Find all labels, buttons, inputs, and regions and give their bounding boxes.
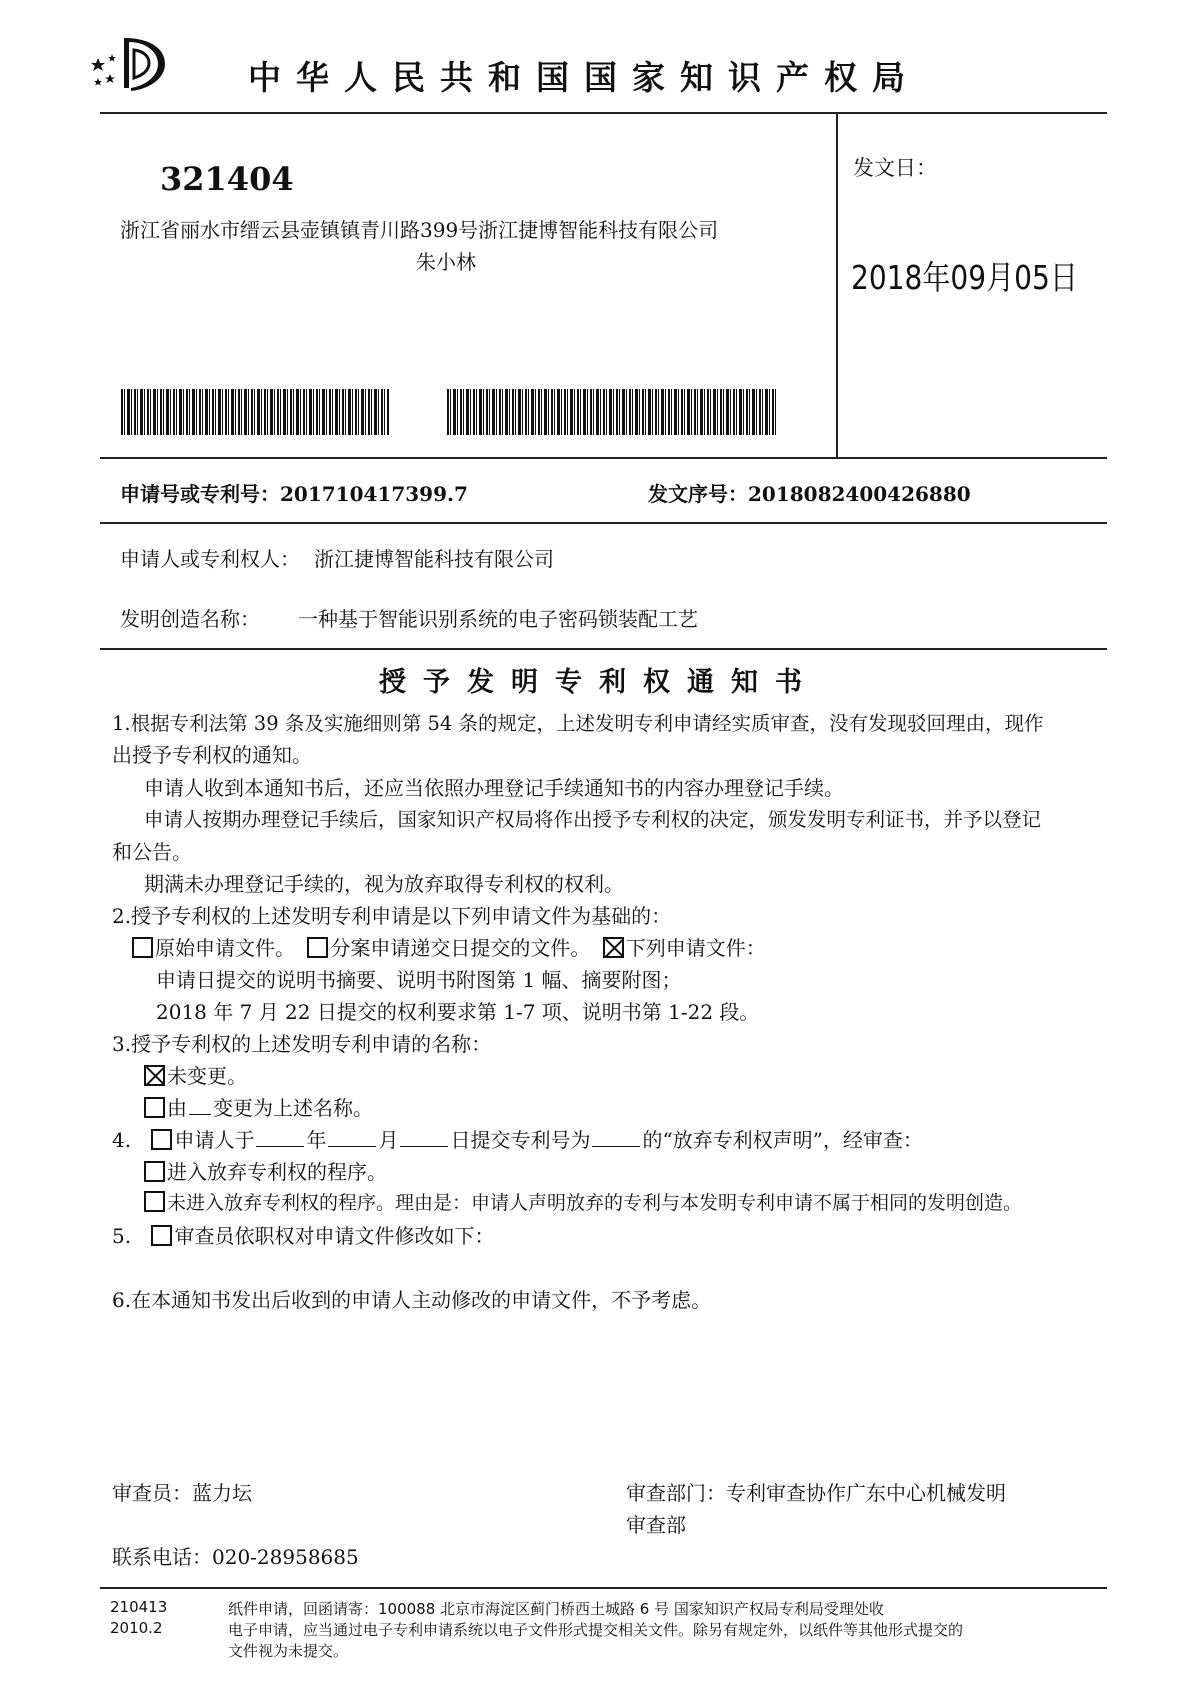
para-5-number: 5. bbox=[112, 1224, 132, 1248]
option-name-changed-a: 由 bbox=[167, 1096, 187, 1120]
checkbox-name-changed[interactable] bbox=[144, 1097, 165, 1118]
meta-rule bbox=[100, 522, 1107, 524]
footer-rule bbox=[100, 1587, 1107, 1589]
para-6: 6.在本通知书发出后收到的申请人主动修改的申请文件，不予考虑。 bbox=[112, 1288, 712, 1312]
option-name-changed-b: 变更为上述名称。 bbox=[213, 1096, 373, 1120]
serial-number: 2018082400426880 bbox=[748, 482, 971, 506]
option-enter-abandonment: 进入放弃专利权的程序。 bbox=[167, 1160, 387, 1184]
para-4-b: 日提交专利号为 bbox=[450, 1128, 591, 1152]
serial-number-row bbox=[648, 478, 971, 507]
application-number-label: 申请号或专利号： bbox=[120, 482, 280, 506]
para-4-number: 4. bbox=[112, 1128, 132, 1152]
para-4 bbox=[112, 1124, 923, 1153]
examiner-label: 审查员： bbox=[112, 1481, 192, 1505]
department-line-2: 审查部 bbox=[626, 1513, 686, 1537]
para-4-option-1 bbox=[144, 1156, 387, 1185]
checkbox-abandonment[interactable] bbox=[151, 1129, 172, 1150]
applicant-label: 申请人或专利权人： bbox=[120, 547, 300, 571]
footer-note-2: 电子申请，应当通过电子专利申请系统以电子文件形式提交相关文件。除另有规定外，以纸件等其他形式提交的 bbox=[228, 1621, 964, 1639]
para-5 bbox=[112, 1220, 494, 1249]
checkbox-original-files[interactable] bbox=[132, 937, 153, 958]
form-date: 2010.2 bbox=[110, 1619, 163, 1637]
department-row bbox=[626, 1477, 1006, 1506]
body-rule bbox=[100, 648, 1107, 650]
recipient-address: 浙江省丽水市缙云县壶镇镇青川路399号浙江捷博智能科技有限公司 bbox=[120, 218, 719, 242]
applicant-name: 浙江捷博智能科技有限公司 bbox=[314, 547, 554, 571]
phone-number: 020-28958685 bbox=[212, 1545, 359, 1569]
notice-title: 授予发明专利权通知书 bbox=[379, 667, 819, 698]
application-number: 201710417399.7 bbox=[280, 482, 468, 506]
phone-row bbox=[112, 1541, 359, 1570]
invention-title: 一种基于智能识别系统的电子密码锁装配工艺 bbox=[298, 607, 698, 631]
para-4-c: 的“放弃专利权声明”，经审查： bbox=[642, 1128, 923, 1152]
blank-original-name bbox=[189, 1098, 211, 1115]
para-1-b-line-2: 和公告。 bbox=[112, 840, 192, 864]
serial-number-label: 发文序号： bbox=[648, 482, 748, 506]
cnipa-logo bbox=[88, 30, 168, 92]
para-3-option-changed bbox=[144, 1092, 373, 1121]
checkbox-enter-abandonment[interactable] bbox=[144, 1161, 165, 1182]
para-5-text: 审查员依职权对申请文件修改如下： bbox=[174, 1224, 495, 1248]
footer-note-1: 纸件申请，回函请寄：100088 北京市海淀区蓟门桥西土城路 6 号 国家知识产权局专利局受理处收 bbox=[228, 1600, 884, 1618]
invention-label: 发明创造名称： bbox=[120, 607, 260, 631]
para-1-c: 期满未办理登记手续的，视为放弃取得专利权的权利。 bbox=[144, 872, 624, 896]
checkbox-following-files[interactable] bbox=[603, 937, 624, 958]
para-1-a: 申请人收到本通知书后，还应当依照办理登记手续通知书的内容办理登记手续。 bbox=[144, 776, 844, 800]
footer-note-3: 文件视为未提交。 bbox=[228, 1642, 349, 1660]
header-rule bbox=[100, 112, 1107, 114]
invention-row bbox=[120, 603, 698, 632]
department-line-1: 专利审查协作广东中心机械发明 bbox=[726, 1481, 1006, 1505]
checkbox-name-unchanged[interactable] bbox=[144, 1065, 165, 1086]
blank-day bbox=[400, 1130, 448, 1147]
file-list-item-2: 2018 年 7 月 22 日提交的权利要求第 1-7 项、说明书第 1-22 段。 bbox=[156, 1000, 760, 1024]
blank-patent-number bbox=[592, 1130, 640, 1147]
agency-title: 中华人民共和国国家知识产权局 bbox=[248, 58, 920, 97]
postcode: 321404 bbox=[160, 160, 294, 198]
recipient-name: 朱小林 bbox=[416, 250, 476, 274]
application-number-row bbox=[120, 478, 468, 507]
para-3-option-unchanged bbox=[144, 1060, 247, 1089]
option-name-unchanged: 未变更。 bbox=[167, 1064, 247, 1088]
barcode-left bbox=[121, 389, 389, 435]
option-divisional-files: 分案申请递交日提交的文件。 bbox=[330, 936, 591, 960]
address-rule bbox=[100, 457, 1107, 459]
para-3: 3.授予专利权的上述发明专利申请的名称： bbox=[112, 1032, 492, 1056]
option-following-files: 下列申请文件： bbox=[625, 936, 766, 960]
para-1-line-2: 出授予专利权的通知。 bbox=[112, 743, 312, 767]
file-list-item-1: 申请日提交的说明书摘要、说明书附图第 1 幅、摘要附图； bbox=[156, 968, 682, 992]
checkbox-not-enter-abandonment[interactable] bbox=[144, 1191, 165, 1212]
examiner-row bbox=[112, 1477, 252, 1506]
para-1-line-1: 1.根据专利法第 39 条及实施细则第 54 条的规定，上述发明专利申请经实质审查，没有发现驳回理由，现作 bbox=[112, 712, 1044, 735]
blank-year bbox=[256, 1130, 304, 1147]
barcode-right bbox=[447, 389, 777, 435]
para-1-b-line-1: 申请人按期办理登记手续后，国家知识产权局将作出授予专利权的决定，颁发发明专利证书，并予以登记 bbox=[144, 808, 1042, 831]
para-4-month: 月 bbox=[378, 1128, 399, 1152]
blank-month bbox=[328, 1130, 376, 1147]
date-column-divider bbox=[836, 112, 838, 458]
checkbox-divisional-files[interactable] bbox=[307, 937, 328, 958]
para-2: 2.授予专利权的上述发明专利申请是以下列申请文件为基础的： bbox=[112, 904, 672, 928]
form-code: 210413 bbox=[110, 1598, 168, 1616]
option-not-enter-abandonment: 未进入放弃专利权的程序。理由是：申请人声明放弃的专利与本发明专利申请不属于相同的发明创造。 bbox=[167, 1192, 1023, 1214]
applicant-row bbox=[120, 543, 554, 572]
para-4-a: 申请人于 bbox=[174, 1128, 255, 1152]
phone-label: 联系电话： bbox=[112, 1545, 212, 1569]
department-label: 审查部门： bbox=[626, 1481, 726, 1505]
para-4-option-2 bbox=[144, 1188, 1022, 1215]
option-original-files: 原始申请文件。 bbox=[155, 936, 295, 960]
dispatch-date: 2018年09月05日 bbox=[851, 258, 1078, 297]
examiner-name: 蓝力坛 bbox=[192, 1481, 252, 1505]
checkbox-examiner-amendment[interactable] bbox=[151, 1225, 172, 1246]
para-4-year: 年 bbox=[306, 1128, 327, 1152]
dispatch-date-label: 发文日： bbox=[853, 156, 937, 180]
para-2-options bbox=[132, 932, 766, 961]
